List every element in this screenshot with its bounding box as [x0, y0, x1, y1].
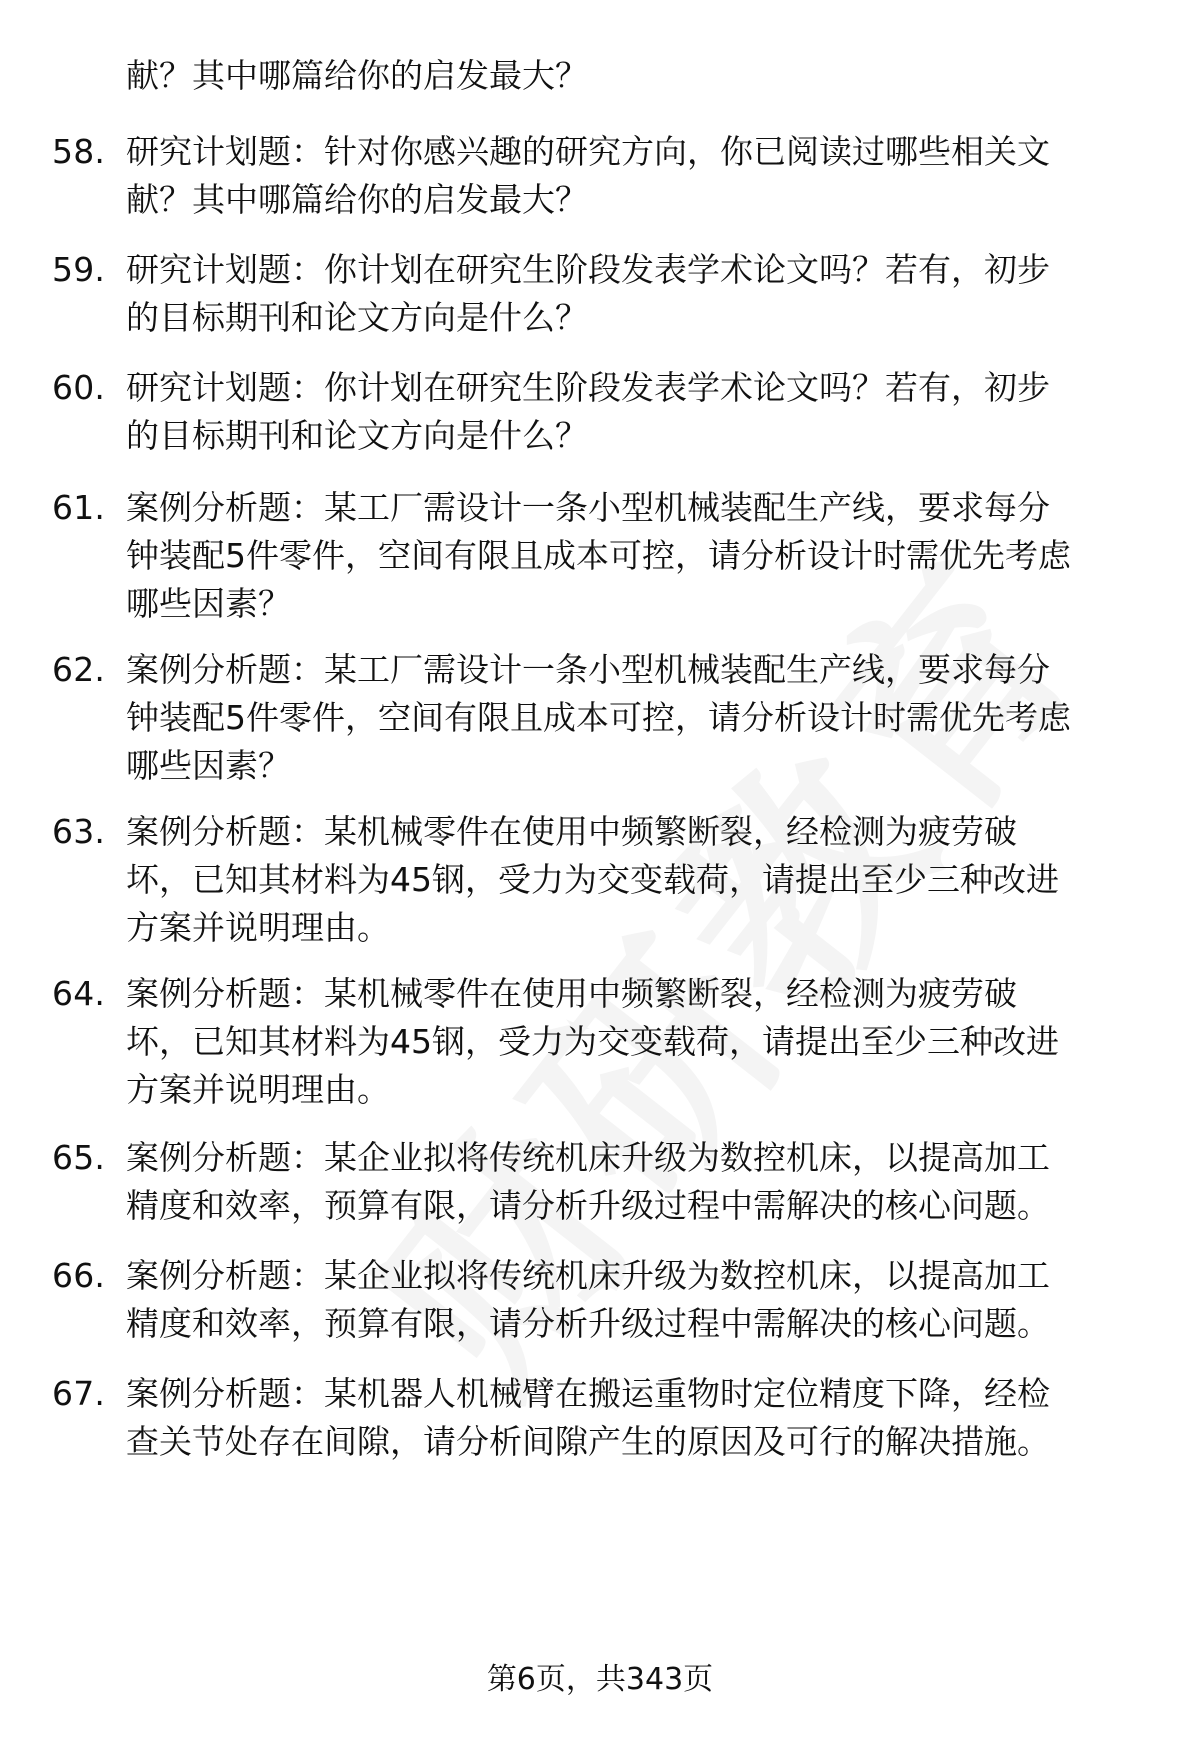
item-number: 59. [52, 250, 106, 289]
item-line: 案例分析题：某企业拟将传统机床升级为数控机床，以提高加工 [126, 1138, 1050, 1177]
item-line: 钟装配5件零件，空间有限且成本可控，请分析设计时需优先考虑 [126, 536, 1071, 575]
item-number: 64. [52, 974, 106, 1013]
item-line: 坏，已知其材料为45钢，受力为交变载荷，请提出至少三种改进 [126, 1022, 1059, 1061]
item-line: 献？其中哪篇给你的启发最大？ [126, 56, 588, 95]
item-line: 研究计划题：针对你感兴趣的研究方向，你已阅读过哪些相关文 [126, 132, 1050, 171]
item-text [126, 1252, 1166, 1348]
item-text [126, 364, 1166, 460]
item-line: 哪些因素？ [126, 746, 291, 785]
item-line: 精度和效率，预算有限，请分析升级过程中需解决的核心问题。 [126, 1186, 1050, 1225]
item-text [126, 1370, 1166, 1466]
item-text [126, 646, 1166, 790]
item-line: 坏，已知其材料为45钢，受力为交变载荷，请提出至少三种改进 [126, 860, 1059, 899]
item-number: 63. [52, 812, 106, 851]
item-line: 献？其中哪篇给你的启发最大？ [126, 180, 588, 219]
item-line: 哪些因素？ [126, 584, 291, 623]
item-text [126, 808, 1166, 952]
item-line: 的目标期刊和论文方向是什么？ [126, 298, 588, 337]
item-text [126, 484, 1166, 628]
item-line: 钟装配5件零件，空间有限且成本可控，请分析设计时需优先考虑 [126, 698, 1071, 737]
item-number: 60. [52, 368, 106, 407]
item-line: 案例分析题：某工厂需设计一条小型机械装配生产线，要求每分 [126, 650, 1050, 689]
item-number: 58. [52, 132, 106, 171]
item-text [126, 1134, 1166, 1230]
item-text [126, 246, 1166, 342]
item-line: 方案并说明理由。 [126, 908, 390, 947]
item-line: 方案并说明理由。 [126, 1070, 390, 1109]
item-text [126, 52, 1166, 100]
item-line: 的目标期刊和论文方向是什么？ [126, 416, 588, 455]
item-number: 65. [52, 1138, 106, 1177]
item-line: 案例分析题：某企业拟将传统机床升级为数控机床，以提高加工 [126, 1256, 1050, 1295]
item-number: 67. [52, 1374, 106, 1413]
item-line: 精度和效率，预算有限，请分析升级过程中需解决的核心问题。 [126, 1304, 1050, 1343]
item-number: 62. [52, 650, 106, 689]
item-line: 研究计划题：你计划在研究生阶段发表学术论文吗？若有，初步 [126, 250, 1050, 289]
item-line: 研究计划题：你计划在研究生阶段发表学术论文吗？若有，初步 [126, 368, 1050, 407]
item-line: 案例分析题：某机械零件在使用中频繁断裂，经检测为疲劳破 [126, 812, 1017, 851]
page-footer: 第6页，共343页 [486, 1662, 714, 1697]
item-line: 案例分析题：某机器人机械臂在搬运重物时定位精度下降，经检 [126, 1374, 1050, 1413]
item-line: 案例分析题：某工厂需设计一条小型机械装配生产线，要求每分 [126, 488, 1050, 527]
item-number: 66. [52, 1256, 106, 1295]
item-line: 案例分析题：某机械零件在使用中频繁断裂，经检测为疲劳破 [126, 974, 1017, 1013]
item-text [126, 128, 1166, 224]
item-number: 61. [52, 488, 106, 527]
item-text [126, 970, 1166, 1114]
item-line: 查关节处存在间隙，请分析间隙产生的原因及可行的解决措施。 [126, 1422, 1050, 1461]
